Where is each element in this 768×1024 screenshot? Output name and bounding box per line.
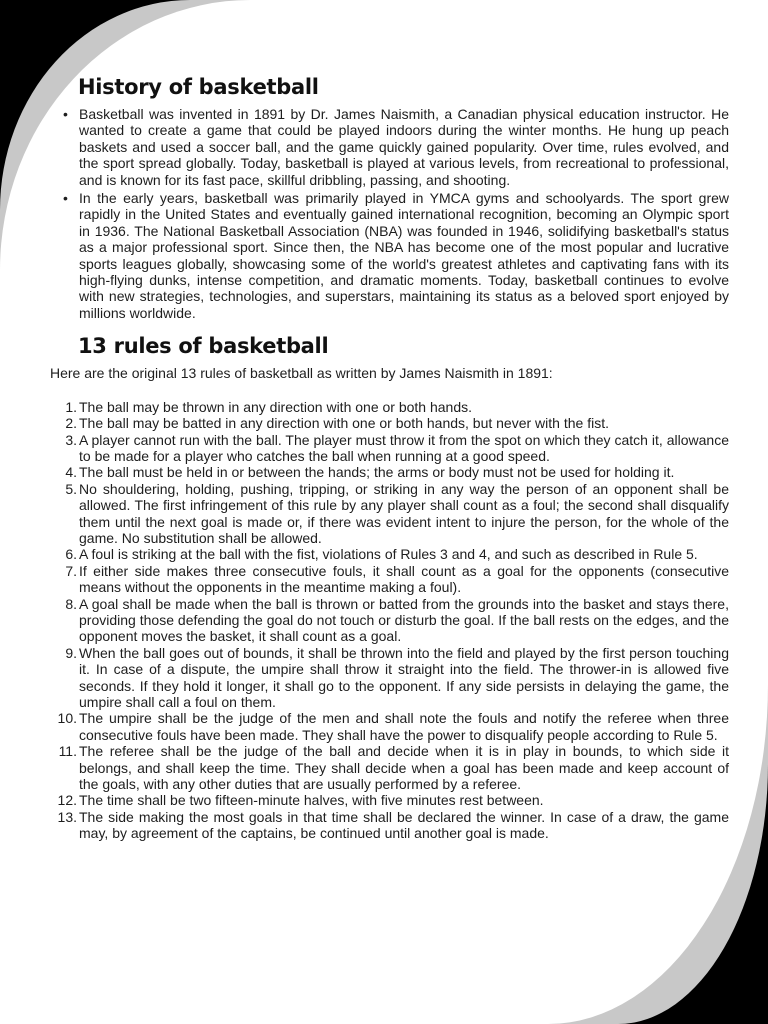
rule-number: 6. (65, 546, 77, 563)
rule-item (0, 596, 729, 645)
bullet-dot-icon: • (63, 106, 68, 122)
rule-number: 2. (65, 415, 77, 432)
rule-number: 11. (58, 743, 77, 760)
history-bullet-list (0, 106, 768, 321)
rule-item (0, 415, 729, 431)
rule-text: When the ball goes out of bounds, it shall be thrown into the field and played by the first person touching it. In case of a dispute, the umpire shall throw it straight into the field. The thrower-in is allowed five seconds. If they hold it longer, it shall go to the opponent. If any side persists in delaying the game, the umpire shall call a foul on them. (79, 644, 729, 710)
history-title: History of basketball (78, 75, 319, 99)
history-bullet-text: Basketball was invented in 1891 by Dr. James Naismith, a Canadian physical education instructor. He wanted to create a game that could be played indoors during the winter months. He hung up peach baskets and used a soccer ball, and the game quickly gained popularity. Over time, rules evolved, and the sport spread globally. Today, basketball is played at various levels, from recreational to professional, and is known for its fast pace, skillful dribbling, passing, and shooting. (79, 106, 729, 188)
rule-text: The ball may be thrown in any direction with one or both hands. (79, 398, 473, 415)
rule-item (0, 710, 729, 743)
rule-text: The side making the most goals in that time shall be declared the winner. In case of a draw, the game may, by agreement of the captains, be continued until another goal is made. (79, 808, 729, 842)
history-bullet-text: In the early years, basketball was primarily played in YMCA gyms and schoolyards. The sport grew rapidly in the United States and eventually gained international recognition, becoming an Olympic sport in 1936. The National Basketball Association (NBA) was founded in 1946, solidifying basketball's status as a major professional sport. Since then, the NBA has become one of the most popular and lucrative sports leagues globally, showcasing some of the world's greatest athletes and captivating fans with its high-flying dunks, intense competition, and dramatic moments. Today, basketball continues to evolve with new strategies, technologies, and superstars, maintaining its status as a beloved sport enjoyed by millions worldwide. (79, 190, 729, 321)
rule-number: 9. (65, 644, 77, 661)
rule-number: 8. (65, 595, 77, 612)
rule-number: 1. (65, 398, 77, 415)
rule-item (0, 563, 729, 596)
rules-intro: Here are the original 13 rules of basketball as written by James Naismith in 1891: (50, 365, 553, 382)
rule-item (0, 792, 729, 808)
rule-number: 13. (57, 808, 77, 825)
document-content (0, 73, 768, 842)
rule-text: The umpire shall be the judge of the men and shall note the fouls and notify the referee when three consecutive fouls have been made. They shall have the power to disqualify people according to Rule 5. (79, 710, 729, 743)
rules-list (0, 399, 768, 842)
rule-text: A goal shall be made when the ball is thrown or batted from the grounds into the basket and stays there, providing those defending the goal do not touch or disturb the goal. If the ball rests on the edges, and the opponent moves the basket, it shall count as a goal. (79, 595, 729, 645)
rule-item (0, 743, 729, 792)
rule-number: 12. (57, 792, 77, 809)
rule-item (0, 645, 729, 711)
rule-text: The time shall be two fifteen-minute halves, with five minutes rest between. (79, 792, 544, 809)
rule-text: No shouldering, holding, pushing, tripping, or striking in any way the person of an opponent shall be allowed. The first infringement of this rule by any player shall count as a foul; the second shall disqualify them until the next goal is made or, if there was evident intent to injure the person, for the whole of the game. No substitution shall be allowed. (79, 480, 729, 546)
rules-title: 13 rules of basketball (78, 334, 329, 359)
rule-text: The ball may be batted in any direction with one or both hands, but never with the fist. (79, 415, 609, 432)
rule-number: 3. (65, 431, 77, 448)
history-bullet-item (63, 106, 729, 188)
history-bullet-item (63, 190, 729, 321)
rule-text: If either side makes three consecutive fouls, it shall count as a goal for the opponents (consecutive means without the opponents in the meantime making a foul). (79, 562, 729, 596)
rule-number: 5. (65, 480, 77, 497)
rule-item (0, 464, 729, 480)
rule-item (0, 546, 729, 562)
rule-item (0, 432, 729, 465)
rule-text: A player cannot run with the ball. The player must throw it from the spot on which they catch it, allowance to be made for a player who catches the ball when running at a good speed. (79, 431, 729, 464)
rule-text: The ball must be held in or between the hands; the arms or body must not be used for holding it. (79, 464, 675, 481)
rule-text: A foul is striking at the ball with the fist, violations of Rules 3 and 4, and such as described in Rule 5. (79, 546, 698, 563)
rule-item (0, 399, 729, 415)
rule-item (0, 809, 729, 842)
rule-number: 10. (57, 710, 77, 727)
rule-number: 4. (65, 464, 77, 481)
rule-item (0, 481, 729, 547)
rule-number: 7. (65, 562, 77, 579)
bullet-dot-icon: • (63, 190, 68, 207)
rule-text: The referee shall be the judge of the ball and decide when it is in play in bounds, to which side it belongs, and shall keep the time. They shall decide when a goal has been made and keep account of the goals, with any other duties that are usually performed by a referee. (79, 743, 729, 793)
